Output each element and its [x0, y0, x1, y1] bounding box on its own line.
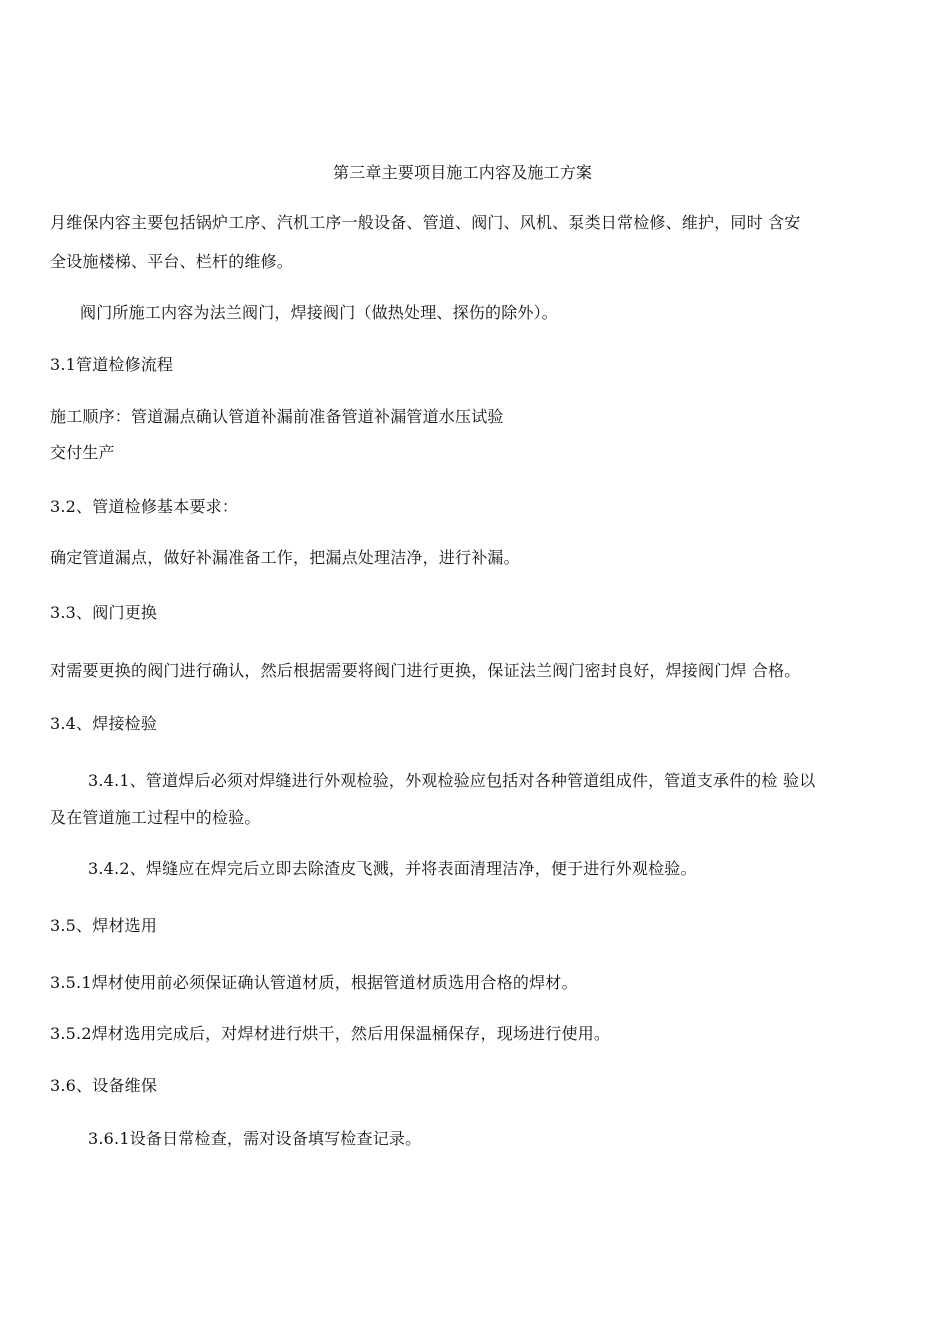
section-3-2-heading: 3.2、管道检修基本要求：: [50, 497, 239, 516]
section-3-4-1-line-2: 及在管道施工过程中的检验。: [50, 808, 261, 827]
valve-scope-paragraph: 阀门所施工内容为法兰阀门，焊接阀门（做热处理、探伤的除外）。: [80, 303, 559, 322]
section-3-4-1-line-1: 3.4.1、管道焊后必须对焊缝进行外观检验，外观检验应包括对各种管道组成件，管道支承件的检 验以: [88, 771, 816, 790]
section-3-5-1-text: 3.5.1焊材使用前必须保证确认管道材质，根据管道材质选用合格的焊材。: [50, 973, 578, 992]
intro-paragraph-line-2: 全设施楼梯、平台、栏杆的维修。: [50, 252, 294, 271]
section-3-1-heading: 3.1管道检修流程: [50, 355, 174, 374]
construction-sequence-line-2: 交付生产: [50, 443, 115, 462]
section-3-6-1-text: 3.6.1设备日常检查，需对设备填写检查记录。: [88, 1129, 422, 1148]
intro-paragraph-line-1: 月维保内容主要包括锅炉工序、汽机工序一般设备、管道、阀门、风机、泵类日常检修、维护，同时 含安: [50, 213, 801, 232]
section-3-4-heading: 3.4、焊接检验: [50, 714, 158, 733]
section-3-4-2-text: 3.4.2、焊缝应在焊完后立即去除渣皮飞溅，并将表面清理洁净，便于进行外观检验。: [88, 859, 697, 878]
section-3-5-heading: 3.5、焊材选用: [50, 916, 158, 935]
construction-sequence-line-1: 施工顺序：管道漏点确认管道补漏前准备管道补漏管道水压试验: [50, 407, 504, 426]
section-3-3-heading: 3.3、阀门更换: [50, 603, 158, 622]
section-3-5-2-text: 3.5.2焊材选用完成后，对焊材进行烘干，然后用保温桶保存，现场进行使用。: [50, 1024, 611, 1043]
section-3-3-text: 对需要更换的阀门进行确认，然后根据需要将阀门进行更换，保证法兰阀门密封良好，焊接阀门焊 合格。: [50, 661, 801, 680]
page-title: 第三章主要项目施工内容及施工方案: [333, 163, 593, 182]
section-3-6-heading: 3.6、设备维保: [50, 1076, 158, 1095]
section-3-2-text: 确定管道漏点，做好补漏准备工作，把漏点处理洁净，进行补漏。: [50, 548, 520, 567]
